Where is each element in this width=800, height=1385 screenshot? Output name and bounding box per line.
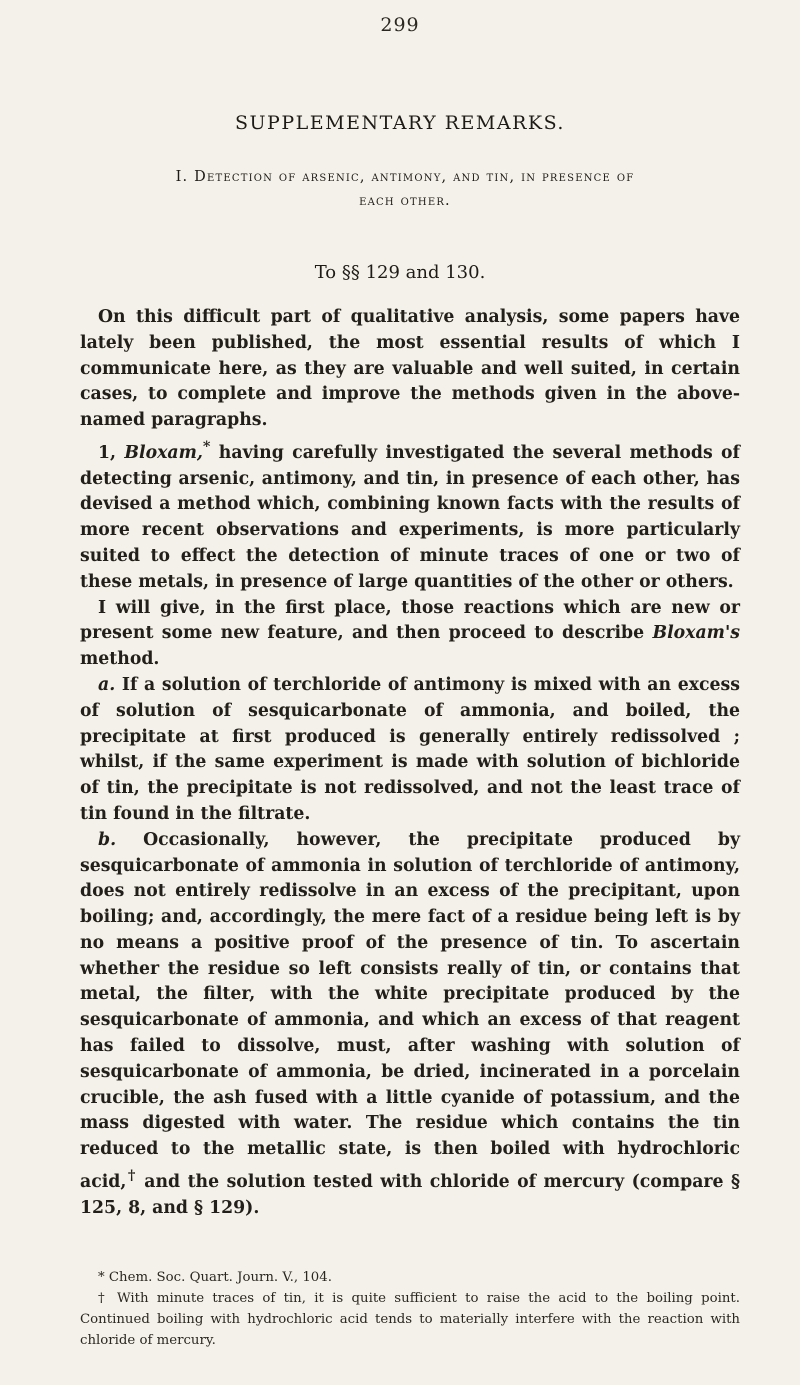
footnote-2 bbox=[80, 1288, 740, 1351]
paragraph-bloxam-text: having carefully investigated the several methods of detecting arsenic, antimony, and tin, in presence of each other, has devised a method which, combining known facts with the results of more recent observations and experiments, is more particularly suited to effect the detection of minute traces of one or two of these metals, in presence of large quantities of the other or others. bbox=[80, 442, 740, 592]
footnote-2-mark: † bbox=[98, 1291, 109, 1306]
footnote-1 bbox=[80, 1267, 740, 1288]
footnote-2-text: With minute traces of tin, it is quite sufficient to raise the acid to the boiling point. Continued boiling with hydrochloric acid tends to materially interfere with the reaction with chloride of mercury. bbox=[80, 1291, 740, 1348]
paragraph-a-text: If a solution of terchloride of antimony is mixed with an excess of solution of sesquicarbonate of ammonia, and boiled, the precipitate at first produced is generally entirely redissolved ; whilst, if the same experiment is made with solution of bichloride of tin, the precipitate is not redissolved, and not the least trace of tin found in the filtrate. bbox=[80, 674, 740, 824]
body-text bbox=[80, 305, 740, 1221]
footnotes bbox=[80, 1267, 740, 1351]
paragraph-method-text: I will give, in the first place, those reactions which are new or present some new feature, and then proceed to describe bbox=[80, 597, 740, 644]
page-heading: SUPPLEMENTARY REMARKS. bbox=[235, 112, 565, 134]
section-title-line2: each other. bbox=[359, 193, 451, 209]
paragraph-number: 1, bbox=[98, 442, 117, 463]
paragraph-b-end: and the solution tested with chloride of mercury (compare § 125, 8, and § 129). bbox=[80, 1171, 740, 1218]
author-name-possessive: Bloxam's bbox=[652, 623, 740, 644]
paragraph-method bbox=[80, 596, 740, 673]
section-title bbox=[80, 165, 730, 213]
section-numeral: I. bbox=[175, 169, 189, 185]
paragraph-bloxam bbox=[80, 434, 740, 596]
page-number: 299 bbox=[380, 14, 420, 36]
footnote-ref-dagger: † bbox=[126, 1167, 137, 1185]
item-label-a: a. bbox=[98, 674, 116, 695]
footnote-1-mark: * bbox=[98, 1270, 105, 1285]
paragraph-method-end: method. bbox=[80, 649, 160, 670]
paragraph-a bbox=[80, 673, 740, 828]
paragraph-reference: To §§ 129 and 130. bbox=[314, 262, 486, 283]
item-label-b: b. bbox=[98, 829, 117, 850]
paragraph-intro: On this difficult part of qualitative analysis, some papers have lately been published, the most essential results of which I communicate here, as they are valuable and well suited, in certain cases, to complete and improve the methods given in the above-named paragraphs. bbox=[80, 307, 740, 431]
paragraph-b bbox=[80, 828, 740, 1222]
section-title-line1: Detection of arsenic, antimony, and tin, in presence of bbox=[194, 169, 635, 185]
author-name: Bloxam, bbox=[124, 442, 203, 463]
footnote-ref-star: * bbox=[202, 437, 211, 455]
footnote-1-text: Chem. Soc. Quart. Journ. V., 104. bbox=[104, 1270, 332, 1285]
paragraph-b-text: Occasionally, however, the precipitate produced by sesquicarbonate of ammonia in solution of terchloride of antimony, does not entirely redissolve in an excess of the precipitant, upon boiling; and, accordingly, the mere fact of a residue being left is by no means a positive proof of the presence of tin. To ascertain whether the residue so left consists really of tin, or contains that metal, the filter, with the white precipitate produced by the sesquicarbonate of ammonia, and which an excess of that reagent has failed to dissolve, must, after washing with solution of sesquicarbonate of ammonia, be dried, incinerated in a porcelain crucible, the ash fused with a little cyanide of potassium, and the mass digested with water. The residue which contains the tin reduced to the metallic state, is then boiled with hydrochloric acid, bbox=[80, 829, 740, 1192]
